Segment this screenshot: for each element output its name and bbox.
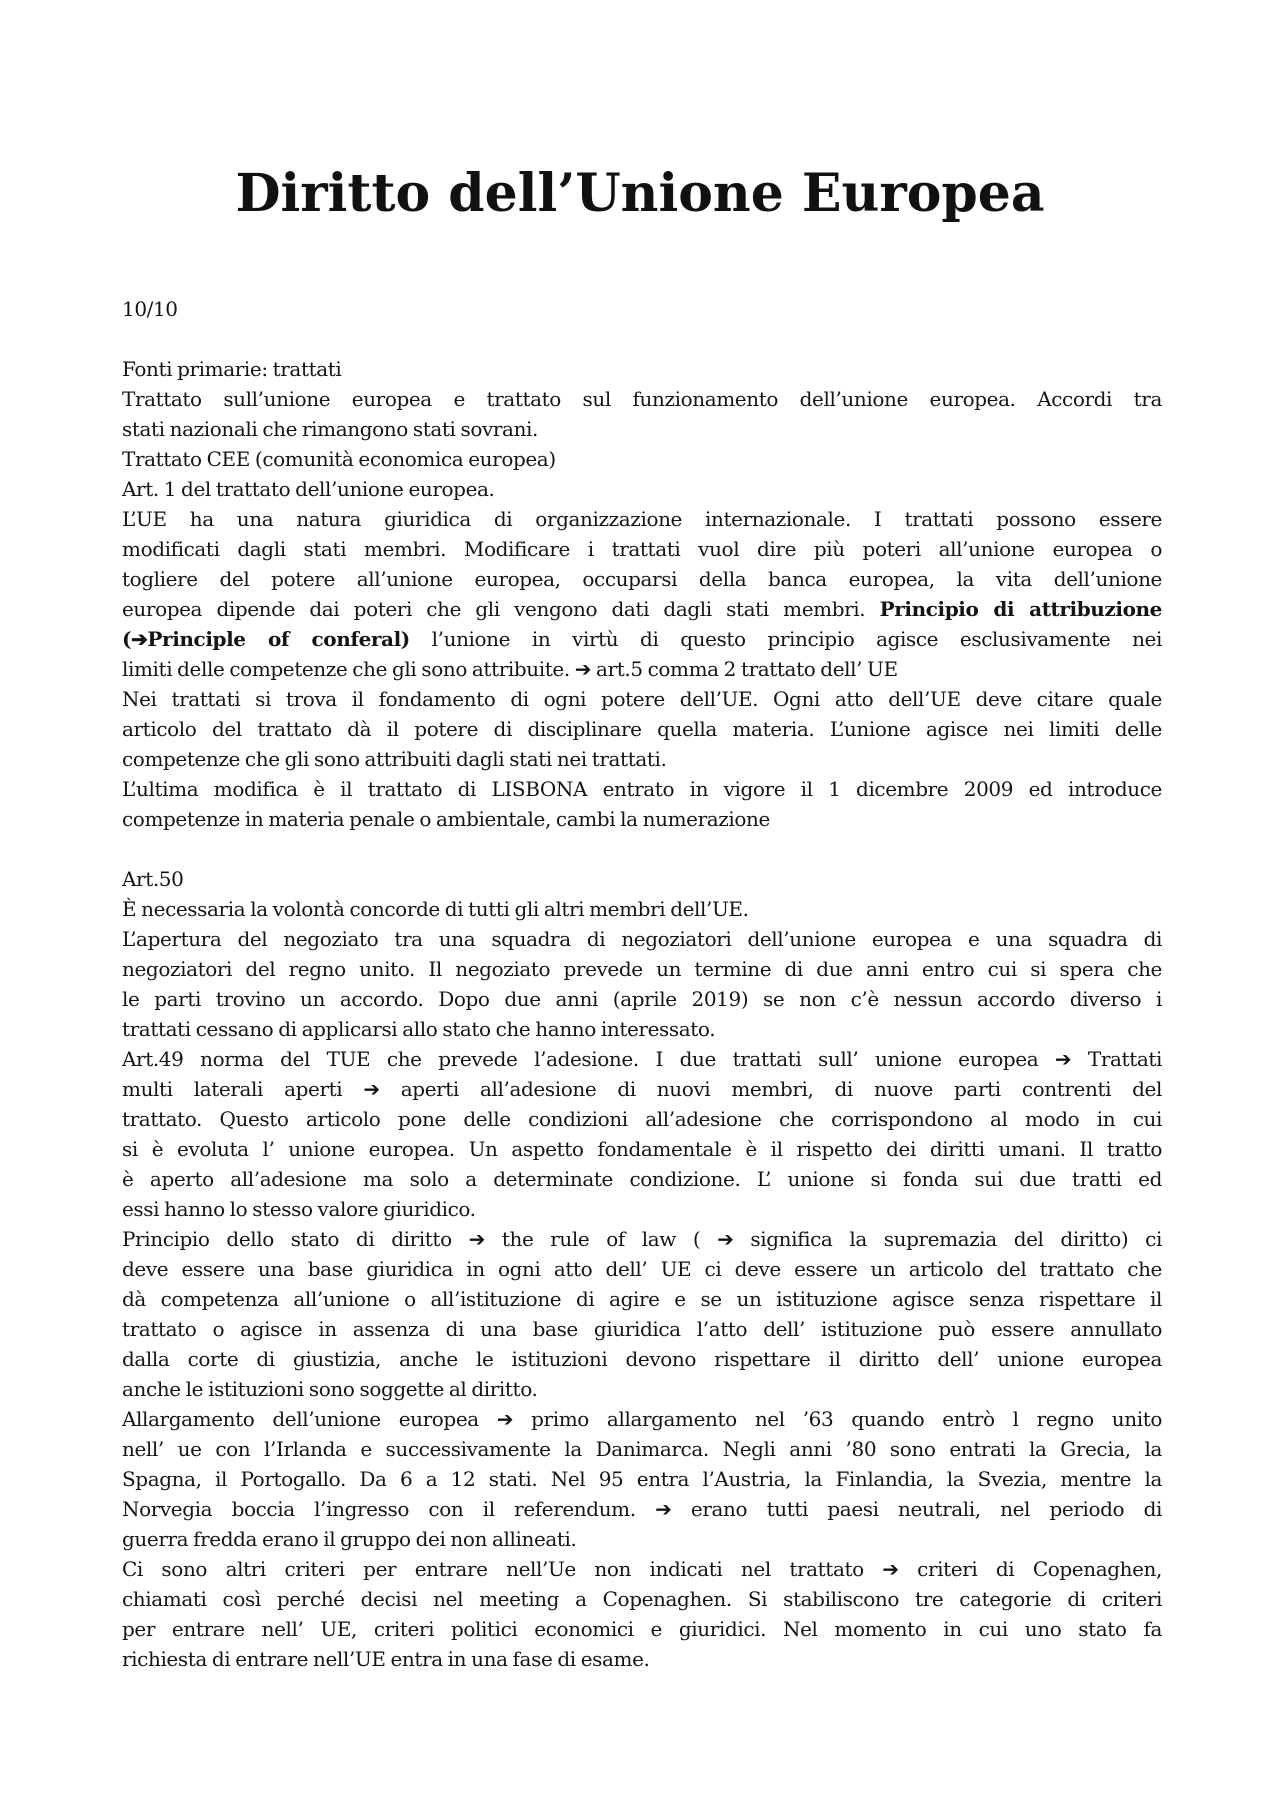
text-line: chiamati così perché decisi nel meeting a Copenaghen. Si stabiliscono tre categorie di criteri — [122, 1587, 1162, 1611]
text-line: limiti delle competenze che gli sono attribuite. ➔ art.5 comma 2 trattato dell’ UE — [122, 657, 898, 681]
text-line: trattati cessano di applicarsi allo stato che hanno interessato. — [122, 1017, 716, 1041]
text-line: Ci sono altri criteri per entrare nell’Ue non indicati nel trattato ➔ criteri di Copenaghen, — [122, 1557, 1162, 1581]
text-line — [122, 624, 1162, 654]
text-line: Trattato CEE (comunità economica europea) — [122, 447, 556, 471]
text-span: l’unione in virtù di questo principio agisce esclusivamente nei — [409, 627, 1162, 651]
text-line: multi laterali aperti ➔ aperti all’adesione di nuovi membri, di nuove parti contrenti del — [122, 1077, 1162, 1101]
blank-line — [122, 834, 1162, 864]
text-line: Norvegia boccia l’ingresso con il referendum. ➔ erano tutti paesi neutrali, nel periodo di — [122, 1497, 1162, 1521]
text-line: Spagna, il Portogallo. Da 6 a 12 stati. Nel 95 entra l’Austria, la Finlandia, la Svezia, mentre la — [122, 1467, 1162, 1491]
text-line: togliere del potere all’unione europea, occuparsi della banca europea, la vita dell’unione — [122, 567, 1162, 591]
text-line: competenze che gli sono attribuiti dagli stati nei trattati. — [122, 747, 667, 771]
text-line: modificati dagli stati membri. Modificare i trattati vuol dire più poteri all’unione europea o — [122, 537, 1162, 561]
text-line: È necessaria la volontà concorde di tutti gli altri membri dell’UE. — [122, 897, 749, 921]
text-line: trattato o agisce in assenza di una base giuridica l’atto dell’ istituzione può essere annullato — [122, 1317, 1162, 1341]
text-line: articolo del trattato dà il potere di disciplinare quella materia. L’unione agisce nei limiti delle — [122, 717, 1162, 741]
text-line: L’UE ha una natura giuridica di organizzazione internazionale. I trattati possono essere — [122, 507, 1162, 531]
text-line: è aperto all’adesione ma solo a determinate condizione. L’ unione si fonda sui due tratti ed — [122, 1167, 1162, 1191]
document-body — [122, 294, 1162, 1674]
text-line: richiesta di entrare nell’UE entra in una fase di esame. — [122, 1647, 650, 1671]
text-line: L’ultima modifica è il trattato di LISBONA entrato in vigore il 1 dicembre 2009 ed introduce — [122, 777, 1162, 801]
text-span: europea dipende dai poteri che gli vengono dati dagli stati membri. — [122, 597, 880, 621]
text-line: L’apertura del negoziato tra una squadra di negoziatori dell’unione europea e una squadra di — [122, 927, 1162, 951]
text-line: Art.50 — [122, 867, 184, 891]
document-title: Diritto dell’Unione Europea — [235, 163, 1045, 224]
text-line: trattato. Questo articolo pone delle condizioni all’adesione che corrispondono al modo in cui — [122, 1107, 1162, 1131]
text-line: Nei trattati si trova il fondamento di ogni potere dell’UE. Ogni atto dell’UE deve citare quale — [122, 687, 1162, 711]
text-line: deve essere una base giuridica in ogni atto dell’ UE ci deve essere un articolo del trattato che — [122, 1257, 1162, 1281]
text-line: si è evoluta l’ unione europea. Un aspetto fondamentale è il rispetto dei diritti umani. Il tratto — [122, 1137, 1162, 1161]
date-line: 10/10 — [122, 297, 178, 321]
text-line: dà competenza all’unione o all’istituzione di agire e se un istituzione agisce senza rispettare il — [122, 1287, 1162, 1311]
text-line: Art. 1 del trattato dell’unione europea. — [122, 477, 495, 501]
text-line: Principio dello stato di diritto ➔ the rule of law ( ➔ significa la supremazia del diritto) ci — [122, 1227, 1162, 1251]
text-line: Art.49 norma del TUE che prevede l’adesione. I due trattati sull’ unione europea ➔ Trattati — [122, 1047, 1162, 1071]
text-line: guerra fredda erano il gruppo dei non allineati. — [122, 1527, 577, 1551]
bold-term: (➔Principle of conferal) — [122, 627, 410, 651]
text-line — [122, 594, 1162, 624]
text-line: negoziatori del regno unito. Il negoziato prevede un termine di due anni entro cui si spera che — [122, 957, 1162, 981]
text-line: per entrare nell’ UE, criteri politici economici e giuridici. Nel momento in cui uno stato fa — [122, 1617, 1162, 1641]
text-line: le parti trovino un accordo. Dopo due anni (aprile 2019) se non c’è nessun accordo diverso i — [122, 987, 1162, 1011]
text-line: stati nazionali che rimangono stati sovrani. — [122, 417, 539, 441]
text-line: nell’ ue con l’Irlanda e successivamente la Danimarca. Negli anni ’80 sono entrati la Grecia, la — [122, 1437, 1162, 1461]
text-line: Allargamento dell’unione europea ➔ primo allargamento nel ’63 quando entrò l regno unito — [122, 1407, 1162, 1431]
text-line: essi hanno lo stesso valore giuridico. — [122, 1197, 476, 1221]
text-line: competenze in materia penale o ambientale, cambi la numerazione — [122, 807, 770, 831]
text-line: dalla corte di giustizia, anche le istituzioni devono rispettare il diritto dell’ unione europea — [122, 1347, 1162, 1371]
text-line: Trattato sull’unione europea e trattato sul funzionamento dell’unione europea. Accordi tra — [122, 387, 1162, 411]
text-line: anche le istituzioni sono soggette al diritto. — [122, 1377, 538, 1401]
text-line: Fonti primarie: trattati — [122, 357, 342, 381]
blank-line — [122, 324, 1162, 354]
bold-term: Principio di attribuzione — [879, 597, 1163, 621]
